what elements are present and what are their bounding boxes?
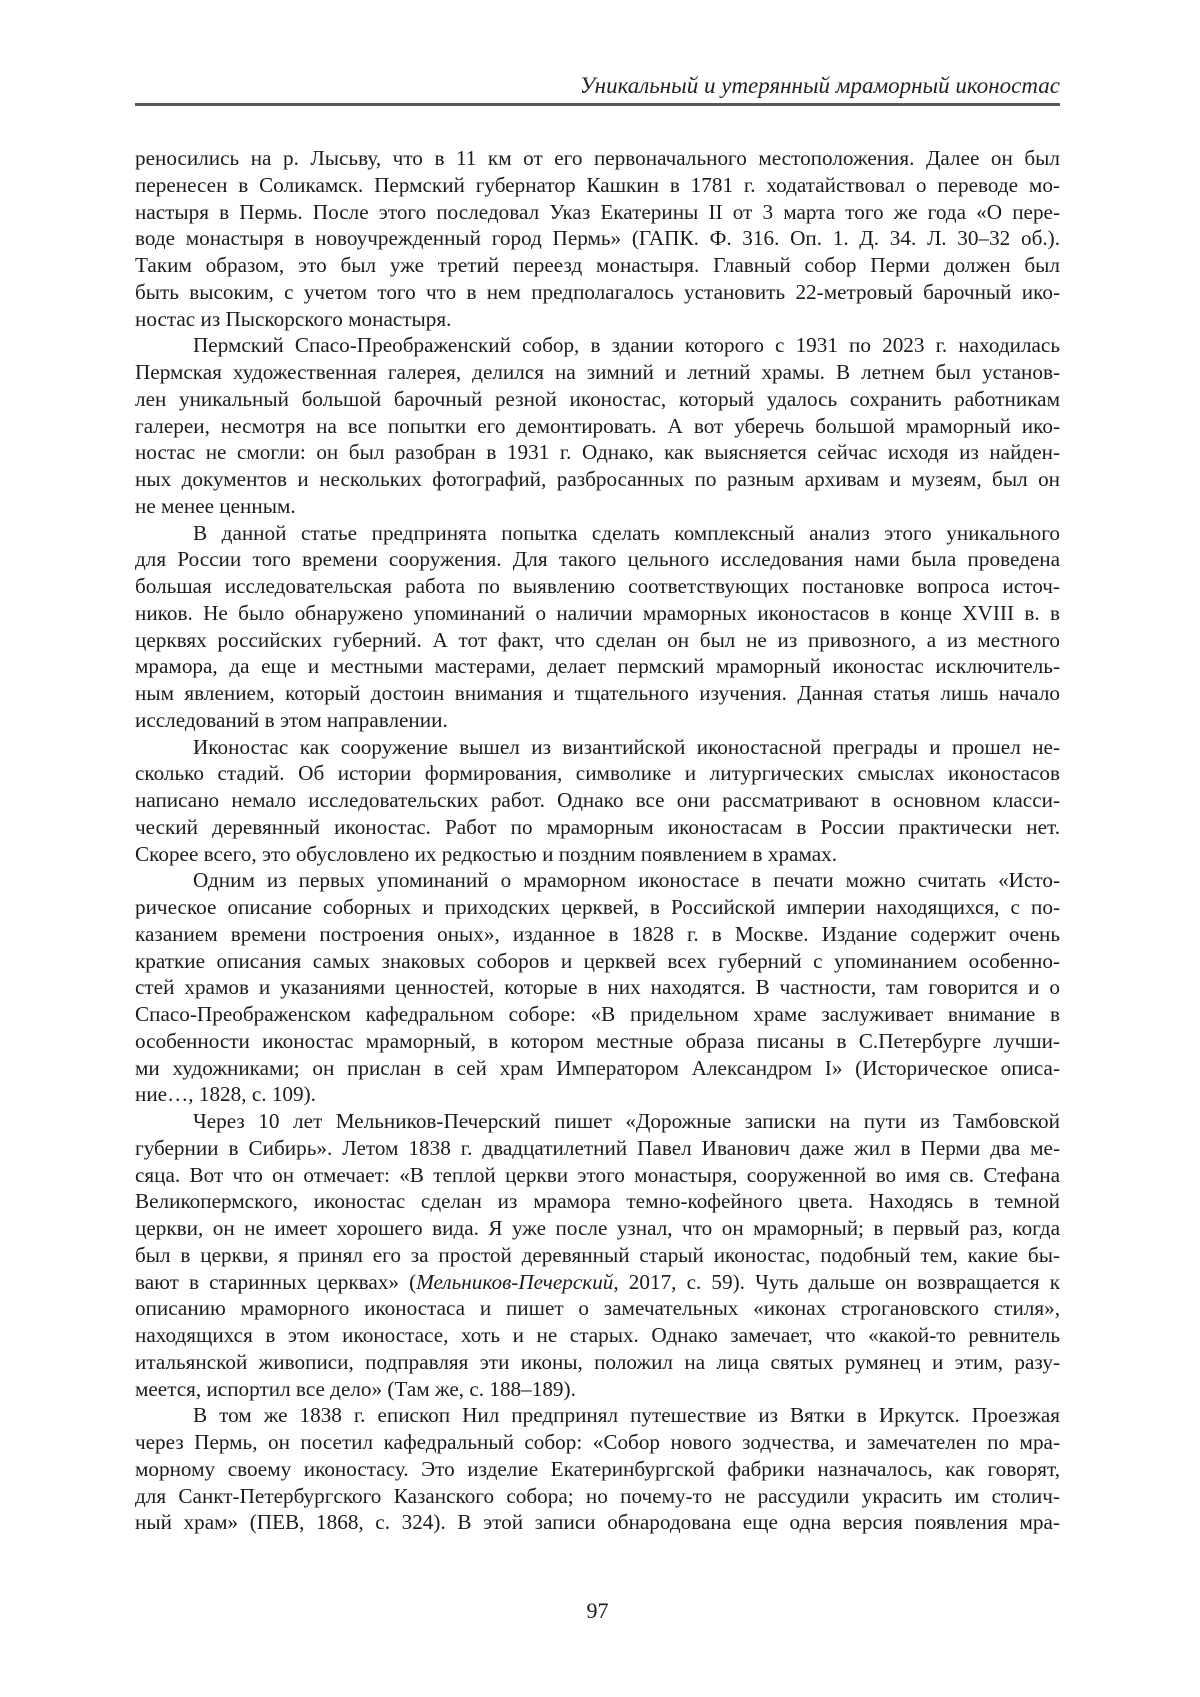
text-run: большая исследовательская работа по выявлению соответствующих постановке вопроса источ-: [135, 574, 1060, 598]
text-line: [135, 1162, 1060, 1189]
text-run: находящихся в этом иконостасе, хоть и не старых. Однако замечает, что «какой-то ревнитель: [135, 1323, 1060, 1347]
text-line: [135, 145, 1060, 172]
text-line: [135, 172, 1060, 199]
text-line: [135, 1322, 1060, 1349]
text-run: Иконостас как сооружение вышел из византийской иконостасной преграды и прошел не-: [193, 734, 1060, 759]
text-line: [135, 332, 1060, 359]
text-run: меется, испортил все дело» (Там же, с. 188–189).: [135, 1376, 576, 1401]
text-line: [135, 1402, 1060, 1429]
text-line: [135, 520, 1060, 547]
text-run: вают в старинных церквах» (: [135, 1269, 417, 1294]
text-line: [135, 1456, 1060, 1483]
text-run: через Пермь, он посетил кафедральный собор: «Собор нового зодчества, и замечателен по мра-: [135, 1430, 1060, 1454]
text-line: [135, 1376, 1060, 1403]
cited-source-italic: Мельников-Печерский: [416, 1269, 614, 1294]
text-run: Скорее всего, это обусловлено их редкостью и поздним появлением в храмах.: [135, 841, 838, 866]
text-run: быть высоким, с учетом того что в нем предполагалось установить 22-метровый барочный ико-: [135, 279, 1060, 304]
text-run: ностас не смогли: он был разобран в 1931 г. Однако, как выясняется сейчас исходя из найден-: [135, 440, 1060, 465]
text-line: [135, 1135, 1060, 1162]
text-run: особенности иконостас мраморный, в котором местные образа писаны в С.Петербурге лучши-: [135, 1028, 1060, 1053]
text-run: церквях российских губерний. А тот факт, что сделан он был не из привозного, а из местного: [135, 627, 1060, 652]
text-run: для Санкт-Петербургского Казанского собора; но почему-то не рассудили украсить им столич-: [135, 1483, 1060, 1508]
text-run: Таким образом, это был уже третий переезд монастыря. Главный собор Перми должен был: [135, 253, 1060, 277]
header-rule: [135, 103, 1060, 106]
text-line: [135, 974, 1060, 1001]
text-line: [135, 225, 1060, 252]
text-run: был в церкви, я принял его за простой деревянный старый иконостас, подобный тем, какие бы-: [135, 1242, 1060, 1267]
text-line: [135, 199, 1060, 226]
text-line: [135, 466, 1060, 493]
text-line: [135, 814, 1060, 841]
text-line: [135, 1028, 1060, 1055]
text-run: краткие описания самых знаковых соборов и церквей всех губерний с упоминанием особенно-: [135, 948, 1060, 973]
text-run: ние…, 1828, с. 109).: [135, 1082, 316, 1107]
text-run: стей храмов и указаниями ценностей, которые в них находятся. В частности, там говорится и о: [135, 975, 1060, 1000]
page-number: 97: [586, 1598, 609, 1623]
text-line: [135, 1001, 1060, 1028]
text-line: [135, 359, 1060, 386]
text-line: [135, 1081, 1060, 1108]
text-line: [135, 279, 1060, 306]
article-text: [135, 145, 1060, 1536]
text-line: [135, 653, 1060, 680]
text-run: , 2017, с. 59). Чуть дальше он возвращается к: [613, 1269, 1060, 1294]
text-line: [135, 1055, 1060, 1082]
text-line: [135, 1108, 1060, 1135]
text-run: ческий деревянный иконостас. Работ по мраморным иконостасам в России практически нет.: [135, 814, 1060, 839]
text-line: [135, 841, 1060, 868]
text-line: [135, 1188, 1060, 1215]
text-line: [135, 734, 1060, 761]
text-run: казанием времени построения оных», изданное в 1828 г. в Москве. Издание содержит очень: [135, 921, 1060, 946]
text-run: ми художниками; он прислан в сей храм Императором Александром I» (Историческое описа-: [135, 1055, 1060, 1080]
text-line: [135, 948, 1060, 975]
text-line: [135, 867, 1060, 894]
text-line: [135, 787, 1060, 814]
text-run: ностас из Пыскорского монастыря.: [135, 306, 452, 331]
text-run: исследований в этом направлении.: [135, 707, 448, 732]
text-run: не менее ценным.: [135, 493, 296, 518]
text-run: церкви, он не имеет хорошего вида. Я уже после узнал, что он мраморный; в первый раз, когда: [135, 1216, 1060, 1240]
text-run: ным явлением, который достоин внимания и тщательного изучения. Данная статья лишь начало: [135, 681, 1060, 705]
text-line: [135, 680, 1060, 707]
text-line: [135, 1349, 1060, 1376]
text-run: реносились на р. Лысьву, что в 11 км от его первоначального местоположения. Далее он был: [135, 146, 1060, 170]
text-run: В данной статье предпринята попытка сделать комплексный анализ этого уникального: [193, 520, 1060, 545]
text-run: губернии в Сибирь». Летом 1838 г. двадцатилетний Павел Иванович даже жил в Перми два ме-: [135, 1135, 1060, 1160]
text-run: описанию мраморного иконостаса и пишет о замечательных «иконах строгановского стиля»,: [135, 1296, 1060, 1321]
text-run: Одним из первых упоминаний о мраморном иконостасе в печати можно считать «Исто-: [193, 868, 1060, 893]
text-run: написано немало исследовательских работ. Однако все они рассматривают в основном класси-: [135, 788, 1060, 812]
text-run: Пермская художественная галерея, делился на зимний и летний храмы. В летнем был установ-: [135, 360, 1060, 384]
text-line: [135, 760, 1060, 787]
text-line: [135, 573, 1060, 600]
text-run: сколько стадий. Об истории формирования, символике и литургических смыслах иконостасов: [135, 761, 1060, 786]
text-run: итальянской живописи, подправляя эти иконы, положил на лица святых румянец и этим, разу-: [135, 1349, 1060, 1374]
text-line: [135, 600, 1060, 627]
text-line: [135, 707, 1060, 734]
text-run: сяца. Вот что он отмечает: «В теплой церкви этого монастыря, сооруженной во имя св. Стефана: [135, 1162, 1060, 1187]
text-run: В том же 1838 г. епископ Нил предпринял путешествие из Вятки в Иркутск. Проезжая: [193, 1403, 1060, 1428]
text-line: [135, 439, 1060, 466]
text-line: [135, 546, 1060, 573]
text-run: Спасо-Преображенском кафедральном соборе: «В придельном храме заслуживает внимание в: [135, 1002, 1060, 1026]
text-run: галереи, несмотря на все попытки его демонтировать. А вот уберечь большой мраморный ико-: [135, 413, 1060, 438]
text-run: лен уникальный большой барочный резной иконостас, который удалось сохранить работникам: [135, 386, 1060, 411]
text-line: [135, 1509, 1060, 1536]
text-line: [135, 413, 1060, 440]
text-line: [135, 1429, 1060, 1456]
text-run: Великопермского, иконостас сделан из мрамора темно-кофейного цвета. Находясь в темной: [135, 1189, 1060, 1214]
text-line: [135, 627, 1060, 654]
text-run: для России того времени сооружения. Для такого цельного исследования нами была проведена: [135, 547, 1060, 572]
text-line: [135, 386, 1060, 413]
text-line: [135, 1295, 1060, 1322]
text-run: настыря в Пермь. После этого последовал Указ Екатерины II от 3 марта того же года «О пере-: [135, 199, 1060, 224]
text-line: [135, 921, 1060, 948]
text-line: [135, 1215, 1060, 1242]
text-line: [135, 1242, 1060, 1269]
text-line: [135, 306, 1060, 333]
text-line: [135, 252, 1060, 279]
running-header-title: Уникальный и утерянный мраморный иконостас: [579, 73, 1060, 98]
text-line: [135, 493, 1060, 520]
text-run: ных документов и нескольких фотографий, разбросанных по разным архивам и музеям, был он: [135, 467, 1060, 491]
text-run: воде монастыря в новоучрежденный город Пермь» (ГАПК. Ф. 316. Оп. 1. Д. 34. Л. 30–32 об.).: [135, 226, 1060, 251]
text-run: морному своему иконостасу. Это изделие Екатеринбургской фабрики назначалось, как говорят,: [135, 1456, 1060, 1481]
text-run: Пермский Спасо-Преображенский собор, в здании которого с 1931 по 2023 г. находилась: [193, 333, 1060, 358]
text-line: [135, 1269, 1060, 1296]
text-line: [135, 894, 1060, 921]
text-run: ников. Не было обнаружено упоминаний о наличии мраморных иконостасов в конце XVIII в. в: [135, 600, 1060, 625]
text-run: мрамора, да еще и местными мастерами, делает пермский мраморный иконостас исключитель-: [135, 654, 1060, 679]
text-run: рическое описание соборных и приходских церквей, в Российской империи находящихся, с по-: [135, 895, 1060, 919]
text-run: Через 10 лет Мельников-Печерский пишет «Дорожные записки на пути из Тамбовской: [193, 1109, 1060, 1133]
text-run: ный храм» (ПЕВ, 1868, с. 324). В этой записи обнародована еще одна версия появления мра-: [135, 1510, 1060, 1535]
text-run: перенесен в Соликамск. Пермский губернатор Кашкин в 1781 г. ходатайствовал о переводе мо-: [135, 172, 1060, 197]
text-line: [135, 1483, 1060, 1510]
